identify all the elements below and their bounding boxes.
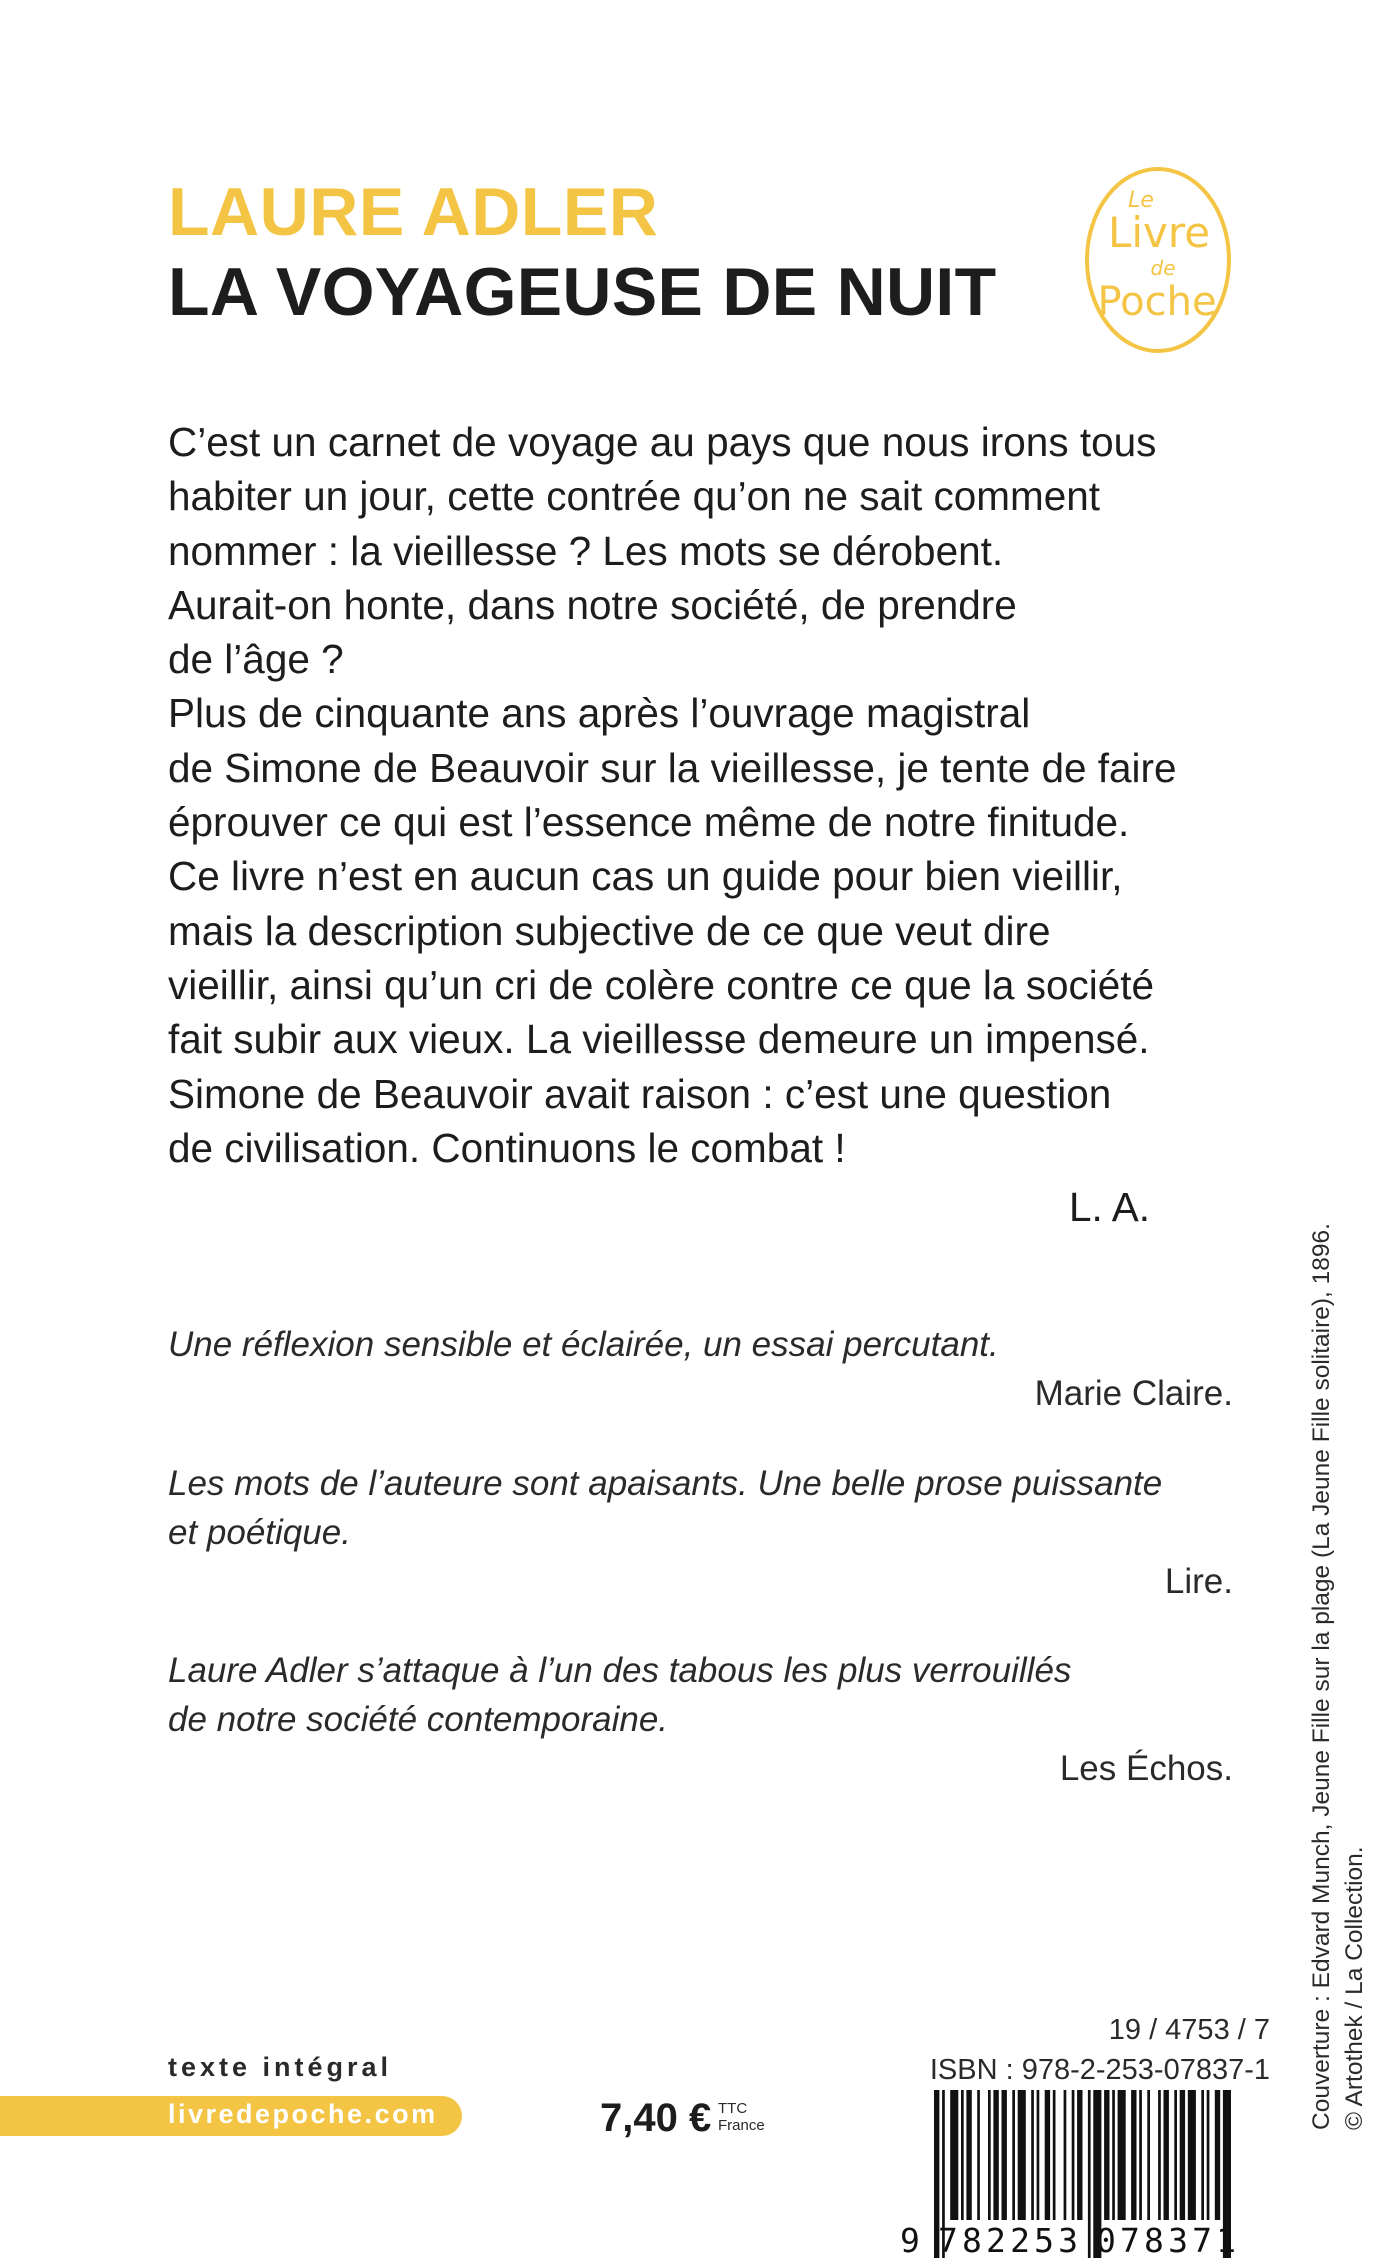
barcode-bar bbox=[1077, 2090, 1082, 2220]
barcode-bar bbox=[1131, 2090, 1136, 2220]
barcode-bar bbox=[1031, 2090, 1034, 2220]
texte-integral-label: texte intégral bbox=[168, 2052, 393, 2082]
country-label: France bbox=[718, 2117, 765, 2134]
barcode-bar bbox=[1053, 2090, 1056, 2220]
barcode-bar bbox=[1045, 2090, 1050, 2220]
logo-text-poche: Poche bbox=[1097, 279, 1217, 325]
review-quote: de notre société contemporaine. bbox=[168, 1700, 669, 1739]
barcode-bar bbox=[1215, 2090, 1220, 2220]
logo-text-livre: Livre bbox=[1107, 208, 1211, 257]
barcode bbox=[900, 2090, 1270, 2265]
barcode-bar bbox=[1118, 2090, 1126, 2220]
blurb-line: Aurait-on honte, dans notre société, de prendre bbox=[168, 581, 1017, 628]
barcode-bar bbox=[1002, 2090, 1007, 2220]
review-quote: Les mots de l’auteure sont apaisants. Une belle prose puissante bbox=[168, 1464, 1163, 1503]
barcode-bar bbox=[1088, 2090, 1091, 2258]
barcode-bar bbox=[1104, 2090, 1109, 2220]
barcode-bar bbox=[950, 2090, 958, 2220]
review-source: Les Échos. bbox=[1059, 1749, 1233, 1788]
review-quote: et poétique. bbox=[168, 1513, 351, 1552]
ttc-label: TTC bbox=[718, 2100, 748, 2117]
back-cover-blurb bbox=[168, 415, 1248, 1175]
barcode-bar bbox=[966, 2090, 971, 2220]
barcode-bar bbox=[1012, 2090, 1015, 2220]
barcode-bar bbox=[1064, 2090, 1067, 2220]
price: 7,40 € bbox=[600, 2096, 712, 2140]
barcode-bar bbox=[1139, 2090, 1142, 2220]
barcode-bar bbox=[977, 2090, 980, 2220]
barcode-digit-first: 9 bbox=[900, 2221, 920, 2260]
author-name: LAURE ADLER bbox=[168, 174, 659, 250]
le-livre-de-poche-logo bbox=[1083, 165, 1233, 355]
barcode-bar bbox=[1147, 2090, 1150, 2220]
review-source: Lire. bbox=[1164, 1562, 1233, 1601]
review-quote: Laure Adler s’attaque à l’un des tabous les plus verrouillés bbox=[168, 1651, 1072, 1690]
blurb-line: C’est un carnet de voyage au pays que nous irons tous bbox=[168, 419, 1157, 465]
blurb-line: de civilisation. Continuons le combat ! bbox=[168, 1124, 846, 1171]
barcode-bar bbox=[1072, 2090, 1075, 2220]
review-quote: Une réflexion sensible et éclairée, un essai percutant. bbox=[168, 1325, 999, 1364]
review-marie-claire bbox=[168, 1320, 1233, 1418]
blurb-line: éprouver ce qui est l’essence même de notre finitude. bbox=[168, 799, 1130, 846]
barcode-bar bbox=[988, 2090, 991, 2220]
cover-credit-line: © Artothek / La Collection. bbox=[1341, 1846, 1368, 2130]
book-title: LA VOYAGEUSE DE NUIT bbox=[168, 254, 997, 330]
review-les-echos bbox=[168, 1646, 1233, 1793]
price-tax-note bbox=[718, 2100, 765, 2134]
barcode-bar bbox=[1158, 2090, 1161, 2220]
blurb-line: mais la description subjective de ce que veut dire bbox=[168, 907, 1051, 954]
review-source: Marie Claire. bbox=[1034, 1374, 1233, 1413]
barcode-bar bbox=[1201, 2090, 1204, 2220]
blurb-line: Simone de Beauvoir avait raison : c’est une question bbox=[168, 1070, 1112, 1117]
barcode-bar bbox=[1180, 2090, 1185, 2220]
logo-text-le: Le bbox=[1128, 188, 1154, 213]
barcode-bar bbox=[1037, 2090, 1040, 2220]
barcode-bar bbox=[1188, 2090, 1196, 2220]
blurb-line: de l’âge ? bbox=[168, 636, 344, 683]
blurb-line: de Simone de Beauvoir sur la vieillesse, je tente de faire bbox=[168, 744, 1177, 791]
barcode-digits-right: 078371 bbox=[1096, 2221, 1236, 2260]
blurb-line: nommer : la vieillesse ? Les mots se dérobent. bbox=[168, 527, 1004, 574]
isbn: ISBN : 978-2-253-07837-1 bbox=[929, 2054, 1270, 2086]
blurb-line: Plus de cinquante ans après l’ouvrage magistral bbox=[168, 690, 1031, 737]
barcode-bar bbox=[1164, 2090, 1169, 2220]
reference-number: 19 / 4753 / 7 bbox=[1108, 2014, 1270, 2046]
barcode-bar bbox=[993, 2090, 998, 2220]
barcode-bar bbox=[1174, 2090, 1177, 2220]
barcode-bar bbox=[1112, 2090, 1115, 2220]
blurb-signature: L. A. bbox=[1068, 1184, 1150, 1230]
cover-credit-line: Couverture : Edvard Munch, Jeune Fille sur la plage (La Jeune Fille solitaire), 1896. bbox=[1308, 1223, 1335, 2130]
blurb-line: habiter un jour, cette contrée qu’on ne sait comment bbox=[168, 473, 1101, 520]
website-banner bbox=[0, 2096, 462, 2136]
barcode-bar bbox=[1207, 2090, 1210, 2220]
blurb-line: fait subir aux vieux. La vieillesse demeure un impensé. bbox=[168, 1016, 1150, 1063]
blurb-line: Ce livre n’est en aucun cas un guide pour bien vieillir, bbox=[168, 853, 1123, 900]
website-link[interactable]: livredepoche.com bbox=[168, 2099, 438, 2129]
logo-text-de: de bbox=[1150, 256, 1176, 280]
blurb-line: vieillir, ainsi qu’un cri de colère contre ce que la société bbox=[168, 961, 1155, 1008]
barcode-digits-left: 782253 bbox=[938, 2221, 1078, 2260]
barcode-bar bbox=[1018, 2090, 1026, 2220]
review-lire bbox=[168, 1459, 1233, 1606]
cover-credit bbox=[1305, 1223, 1371, 2130]
barcode-bar bbox=[961, 2090, 964, 2220]
